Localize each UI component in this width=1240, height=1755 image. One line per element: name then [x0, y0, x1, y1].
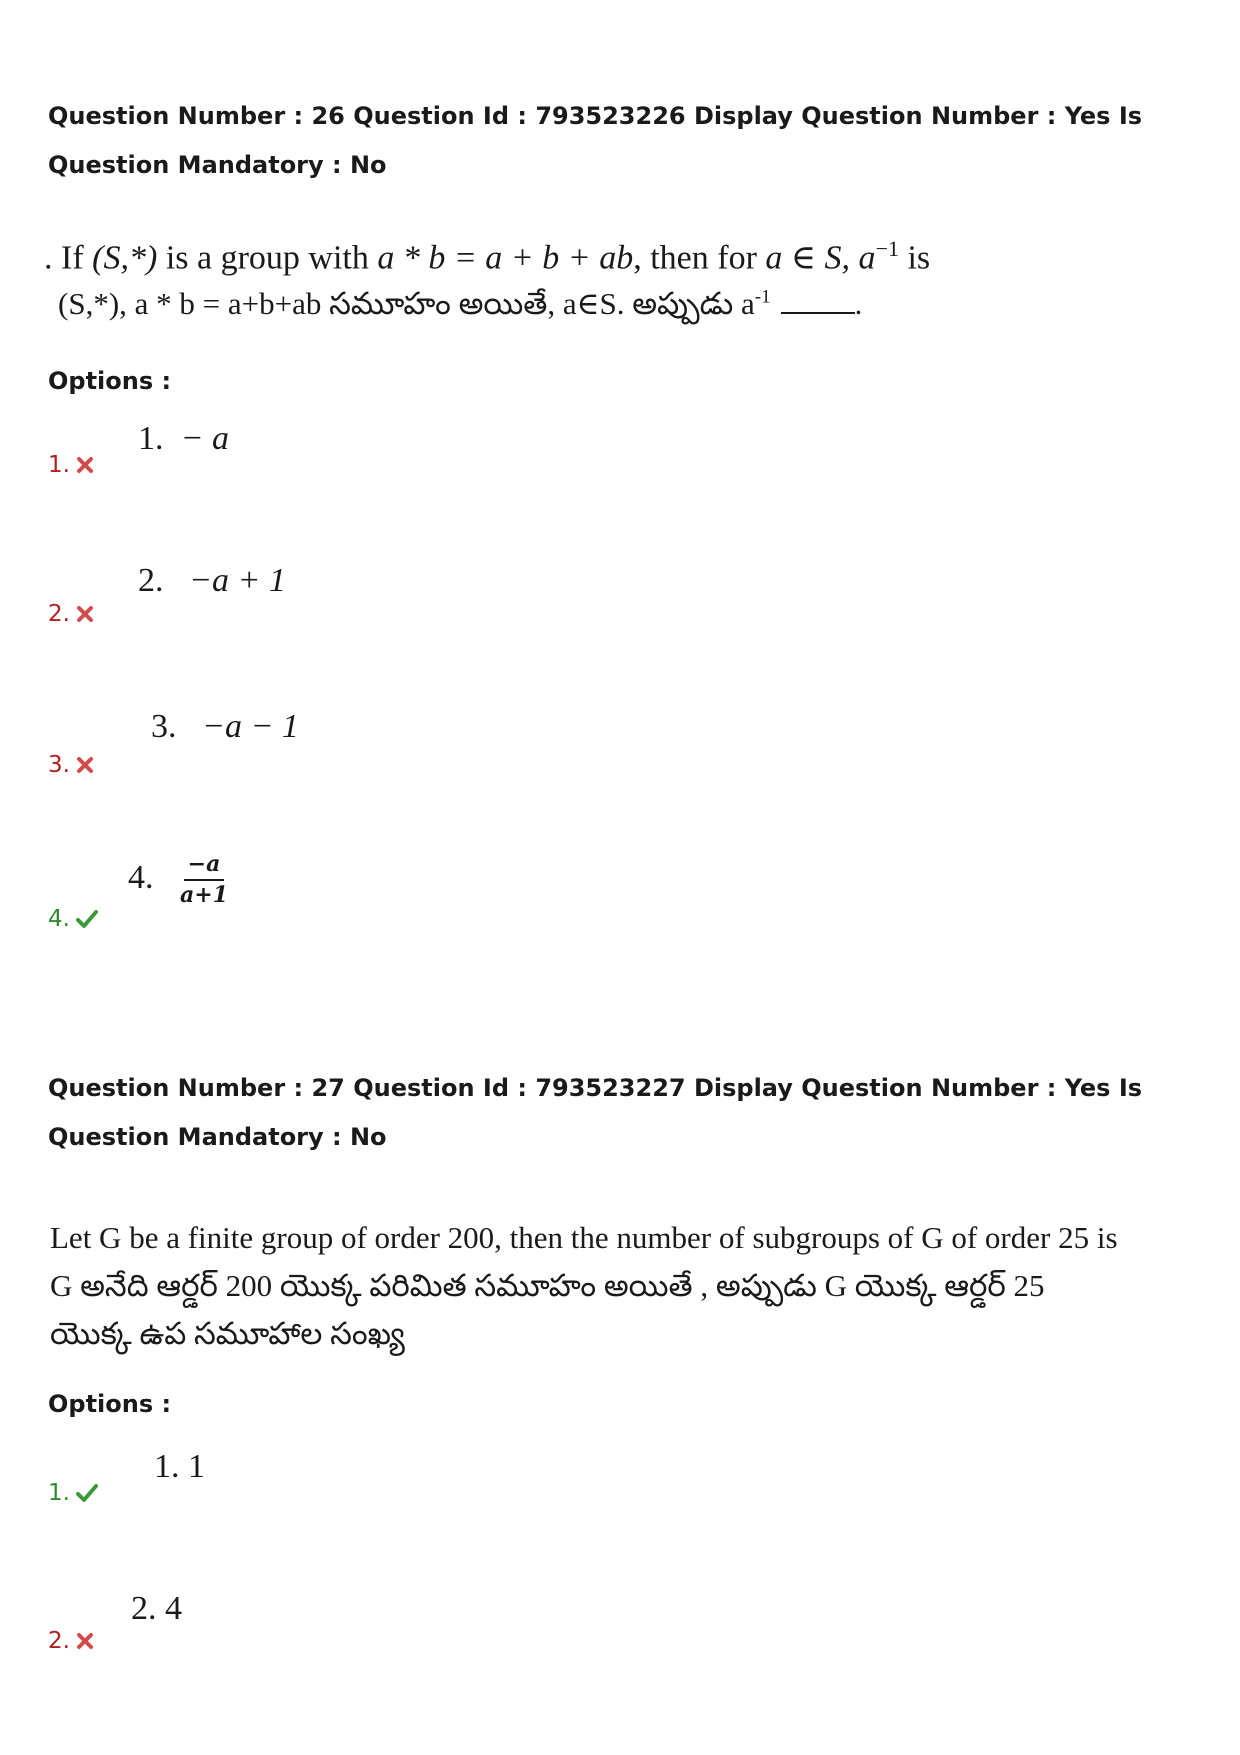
option-number: 1. [48, 452, 94, 478]
answer-blank [781, 311, 855, 314]
question-text-english: Let G be a finite group of order 200, then the number of subgroups of G of order 25 is [50, 1220, 1118, 1255]
operation-definition: a * b = a + b + ab [377, 239, 634, 277]
option-value: 2. 4 [131, 1590, 182, 1627]
options-label: Options : [48, 1390, 172, 1418]
option-number: 2. [48, 601, 94, 627]
option-value: 3. −a − 1 [151, 708, 299, 745]
option-number: 4. [48, 906, 98, 932]
option-number: 1. [48, 1480, 98, 1506]
option-value: 1. 1 [154, 1448, 205, 1485]
option-value: 2. −a + 1 [138, 562, 286, 599]
cross-icon [76, 605, 94, 623]
question-text-telugu-continued: యొక్క ఉప సమూహాల సంఖ్య [50, 1316, 405, 1351]
option-value: 4. $\frac{-a}{a+1}$ [128, 851, 228, 909]
cross-icon [76, 756, 94, 774]
question-header: Question Number : 27 Question Id : 793523227 Display Question Number : Yes Is Question Mandatory : No [48, 1074, 1143, 1151]
cross-icon [76, 1632, 94, 1650]
question-text-telugu: (S,*), a * b = a+b+ab సమూహం అయితే, a∈S. అప్పుడు $a^{-1}$ . [58, 286, 863, 321]
check-icon [76, 1483, 98, 1503]
group-notation: (S,*) [92, 239, 158, 277]
question-header: Question Number : 26 Question Id : 793523226 Display Question Number : Yes Is Question Mandatory : No [48, 102, 1143, 179]
options-label: Options : [48, 367, 172, 395]
option-number: 3. [48, 752, 94, 778]
question-text-english: . If (S,*) is a group with a * b = a + b + ab, then for a ∈ S, $a^{-1}$ is [44, 236, 931, 277]
cross-icon [76, 456, 94, 474]
fraction: $\frac{-a}{a+1}$ [180, 851, 228, 909]
element-condition: a ∈ S, a [765, 239, 876, 277]
question-text-telugu: G అనేది ఆర్డర్ 200 యొక్క పరిమిత సమూహం అయితే , అప్పుడు G యొక్క ఆర్డర్ 25 [50, 1268, 1045, 1303]
check-icon [76, 909, 98, 929]
option-value: 1. − a [138, 420, 229, 457]
option-number: 2. [48, 1628, 94, 1654]
